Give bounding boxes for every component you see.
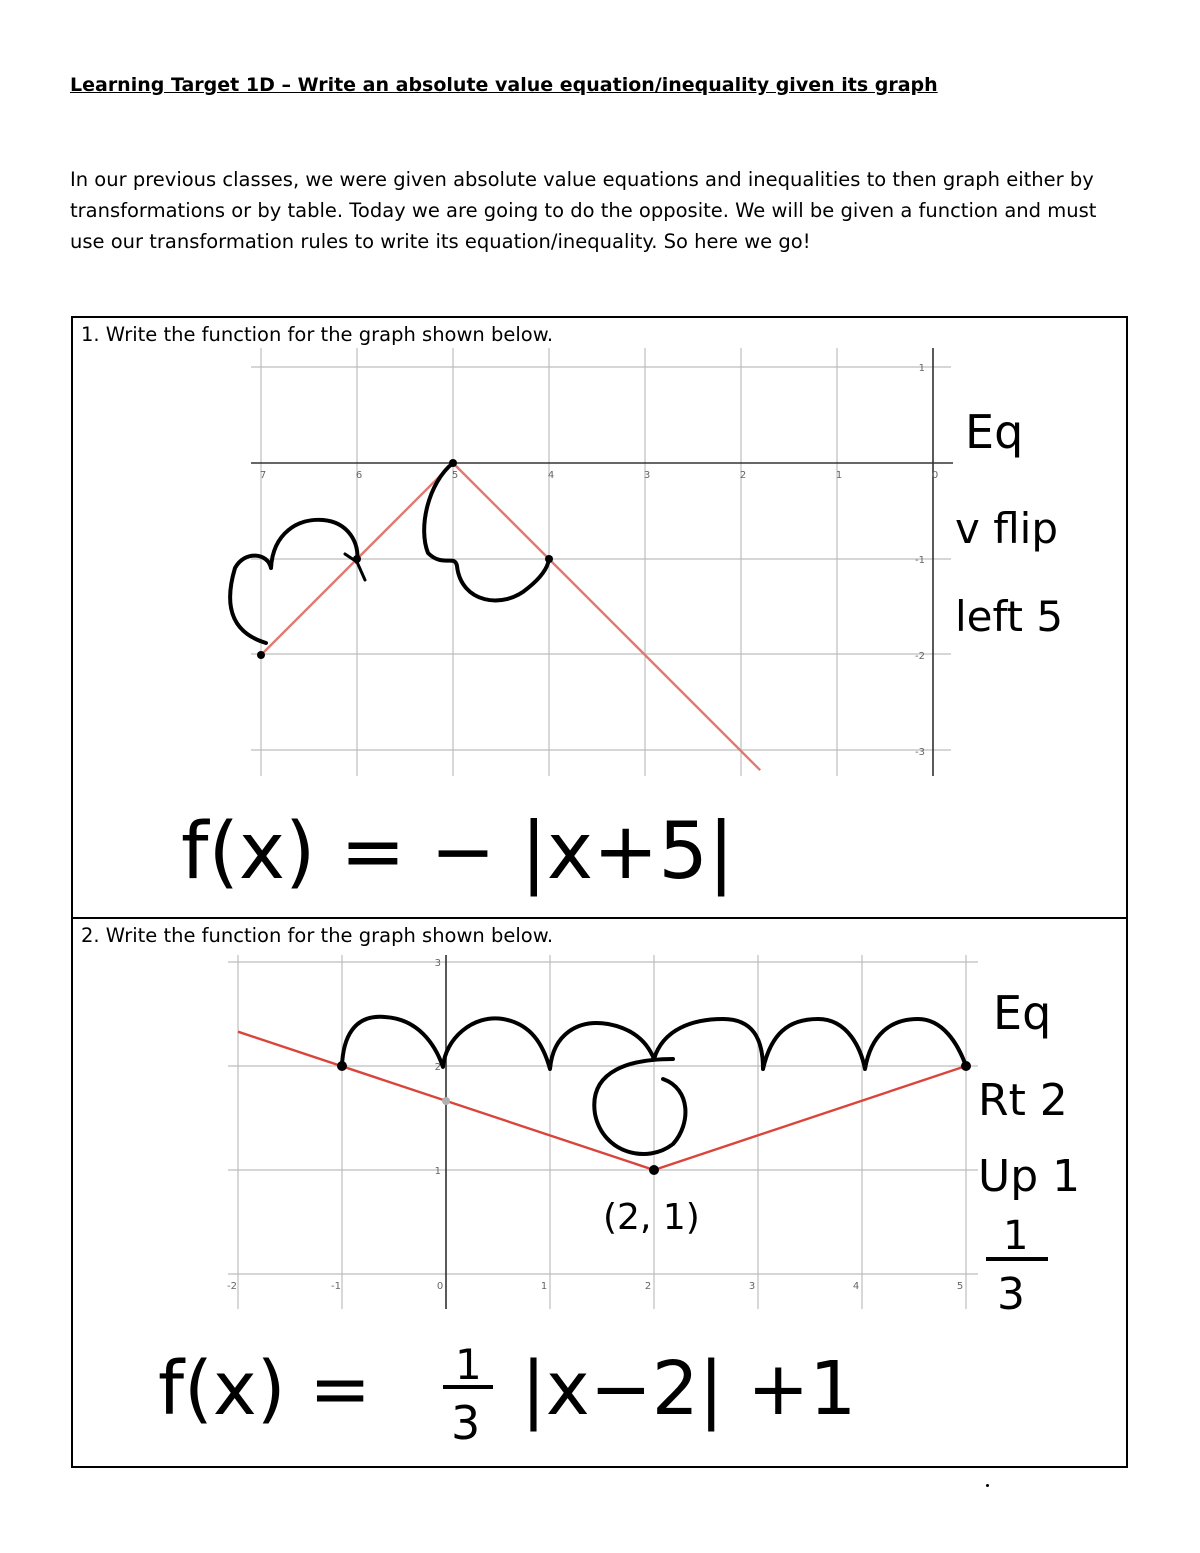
problem-2-answer-lhs: f(x) = <box>158 1346 372 1432</box>
problem-1-point <box>257 651 265 659</box>
problem-2-answer-num: 1 <box>455 1340 482 1389</box>
problem-1-hop-1 <box>230 520 357 643</box>
problem-1-x-tick-label: 7 <box>259 470 267 481</box>
problem-1-x-tick-label: 0 <box>931 470 939 481</box>
problem-1-x-tick-label: 6 <box>355 470 363 481</box>
problem-1-y-tick-label: -1 <box>915 555 925 566</box>
problem-2-function-line <box>238 1032 966 1170</box>
problem-2-x-tick-label: 2 <box>644 1281 652 1292</box>
problem-1-x-tick-label: 2 <box>739 470 747 481</box>
problem-2-y-ticks <box>435 958 441 1177</box>
problem-1-x-tick-label: 4 <box>547 470 555 481</box>
problem-1-graph <box>73 318 1126 917</box>
intro-text: In our previous classes, we were given absolute value equations and inequalities to then graph either by transformations or by table. Today we are going to do the opposite. We will be given a function and must use our transformation rules to write its equation/inequality. So here we go! <box>70 168 1097 253</box>
problem-2-answer-den: 3 <box>451 1396 481 1450</box>
problem-1-prompt: 1. Write the function for the graph shown below. <box>81 323 554 346</box>
problem-2-x-tick-label: 4 <box>852 1281 860 1292</box>
page-title: Learning Target 1D – Write an absolute value equation/inequality given its graph <box>70 74 938 96</box>
problem-2-note-frac-num: 1 <box>1003 1213 1029 1259</box>
problem-1-y-ticks <box>915 363 925 758</box>
problem-1-box <box>71 316 1128 919</box>
problem-2-y-tick-label: 3 <box>434 958 441 969</box>
problem-1-note-2: v flip <box>955 504 1058 553</box>
problem-1-hop-2 <box>424 463 549 600</box>
problem-1-x-tick-label: 1 <box>835 470 843 481</box>
problem-2-prompt: 2. Write the function for the graph shown below. <box>81 924 554 947</box>
problem-2-x-tick-label: -2 <box>227 1281 237 1292</box>
page-dot <box>986 1484 989 1487</box>
problem-1-x-tick-label: 3 <box>643 470 651 481</box>
problem-2-x-tick-label: 1 <box>540 1281 548 1292</box>
problem-2-x-tick-label: 0 <box>436 1281 444 1292</box>
problem-2-box <box>71 917 1128 1468</box>
problem-2-graph <box>73 919 1126 1466</box>
problem-2-note-frac-den: 3 <box>997 1269 1025 1320</box>
problem-1-note-3: left 5 <box>955 592 1064 641</box>
problem-1-answer: f(x) = − |x+5| <box>181 807 735 897</box>
problem-2-y-tick-label: 2 <box>434 1062 441 1073</box>
problem-2-x-ticks <box>227 1281 963 1292</box>
problem-2-x-tick-label: 5 <box>956 1281 964 1292</box>
problem-1-function-line <box>261 463 760 770</box>
problem-2-note-3: Up 1 <box>978 1151 1081 1202</box>
problem-1-y-tick-label: -2 <box>915 651 925 662</box>
problem-2-note-2: Rt 2 <box>978 1075 1068 1126</box>
problem-1-y-tick-label: -3 <box>915 747 925 758</box>
problem-1-x-tick-label: 5 <box>451 470 459 481</box>
problem-1-note-1: Eq <box>965 405 1024 459</box>
problem-1-x-ticks <box>260 470 938 481</box>
problem-2-point <box>649 1165 659 1175</box>
problem-2-vertex-label: (2, 1) <box>603 1197 700 1238</box>
intro-paragraph <box>70 164 1135 257</box>
problem-2-y-tick-label: 1 <box>434 1166 441 1177</box>
problem-1-y-tick-label: 1 <box>918 363 925 374</box>
problem-2-note-1: Eq <box>993 986 1052 1040</box>
problem-2-x-tick-label: -1 <box>331 1281 341 1292</box>
problem-2-y-intercept-point <box>442 1097 450 1105</box>
problem-2-loop <box>594 1059 685 1154</box>
problem-2-answer-rhs: |x−2| +1 <box>521 1346 857 1432</box>
problem-2-x-tick-label: 3 <box>748 1281 756 1292</box>
